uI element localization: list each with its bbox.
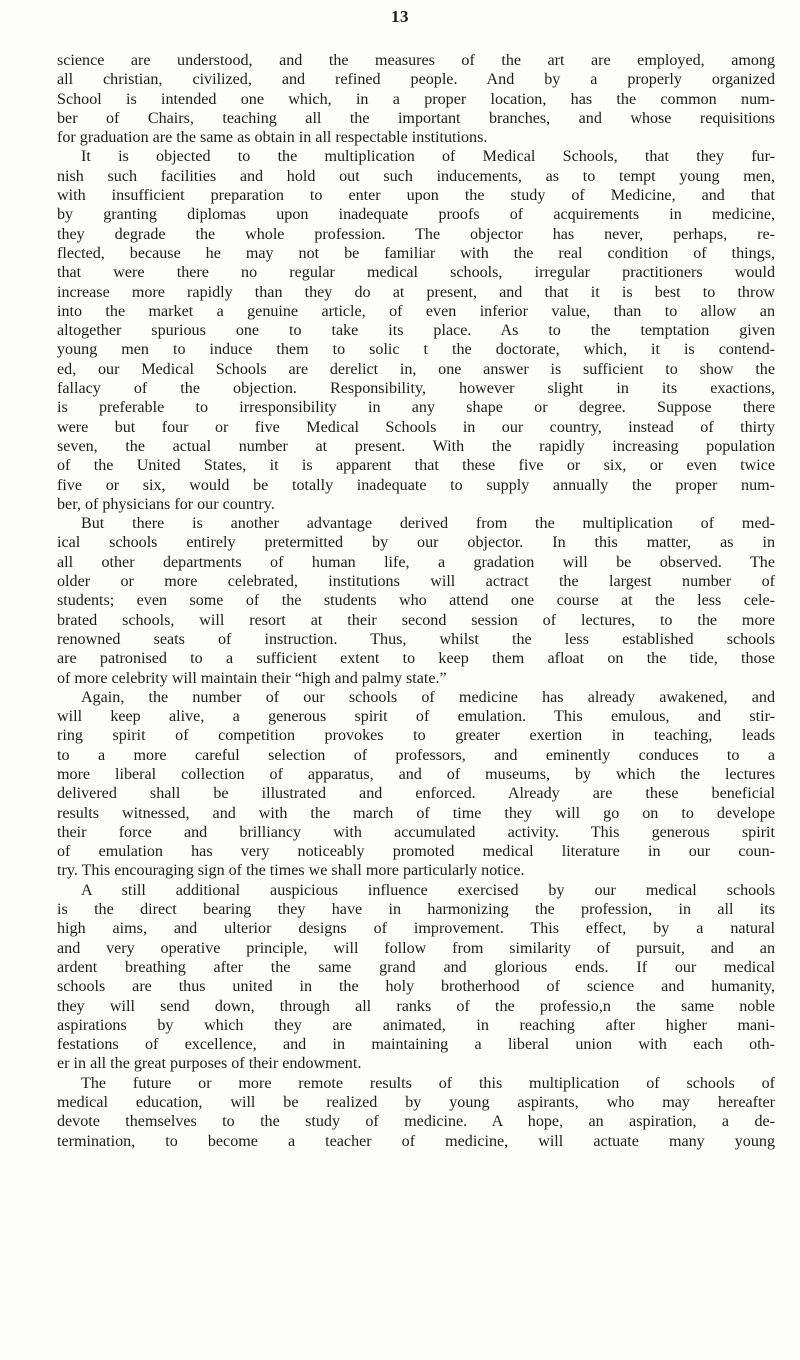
- text-line: with insufficient preparation to enter upon the study of Medicine, and that: [57, 187, 775, 205]
- text-line: ical schools entirely pretermitted by our objector. In this matter, as in: [57, 534, 775, 552]
- text-line: festations of excellence, and in maintaining a liberal union with each oth-: [57, 1036, 775, 1054]
- text-line: The future or more remote results of this multiplication of schools of: [81, 1074, 775, 1092]
- text-line: their force and brilliancy with accumulated activity. This generous spirit: [57, 823, 775, 841]
- text-line: all christian, civilized, and refined people. And by a properly organized: [57, 71, 775, 89]
- text-line: students; even some of the students who attend one course at the less cele-: [57, 592, 775, 610]
- text-line: they will send down, through all ranks of the professio,n the same noble: [57, 997, 775, 1015]
- text-line: of more celebrity will maintain their “high and palmy state.”: [57, 669, 447, 687]
- text-line: young men to induce them to solic t the doctorate, which, it is contend-: [57, 341, 775, 359]
- text-line: of the United States, it is apparent that these five or six, or even twice: [57, 457, 775, 475]
- text-line: all other departments of human life, a gradation will be observed. The: [57, 553, 775, 571]
- text-line: ber of Chairs, teaching all the important branches, and whose requisitions: [57, 109, 775, 127]
- text-line: nish such facilities and hold out such inducements, as to tempt young men,: [57, 167, 775, 185]
- text-line: Again, the number of our schools of medicine has already awakened, and: [81, 688, 775, 706]
- text-line: they degrade the whole profession. The objector has never, perhaps, re-: [57, 225, 775, 243]
- text-line: are patronised to a sufficient extent to keep them afloat on the tide, those: [57, 650, 775, 668]
- text-line: School is intended one which, in a proper location, has the common num-: [57, 90, 775, 108]
- text-line: brated schools, will resort at their second session of lectures, to the more: [57, 611, 775, 629]
- text-line: increase more rapidly than they do at present, and that it is best to throw: [57, 283, 775, 301]
- text-line: older or more celebrated, institutions will actract the largest number of: [57, 573, 775, 591]
- text-line: five or six, would be totally inadequate to supply annually the proper num-: [57, 476, 775, 494]
- text-line: were but four or five Medical Schools in our country, instead of thirty: [57, 418, 775, 436]
- text-line: ber, of physicians for our country.: [57, 495, 275, 513]
- text-line: aspirations by which they are animated, in reaching after higher mani-: [57, 1016, 775, 1034]
- text-line: into the market a genuine article, of even inferior value, than to allow an: [57, 302, 775, 320]
- text-line: renowned seats of instruction. Thus, whilst the less established schools: [57, 630, 775, 648]
- text-line: try. This encouraging sign of the times we shall more particularly notice.: [57, 862, 525, 880]
- text-line: schools are thus united in the holy brotherhood of science and humanity,: [57, 978, 775, 996]
- text-line: devote themselves to the study of medicine. A hope, an aspiration, a de-: [57, 1113, 775, 1131]
- text-line: and very operative principle, will follow from similarity of pursuit, and an: [57, 939, 775, 957]
- text-line: by granting diplomas upon inadequate proofs of acquirements in medicine,: [57, 206, 775, 224]
- text-line: will keep alive, a generous spirit of emulation. This emulous, and stir-: [57, 708, 775, 726]
- text-line: But there is another advantage derived from the multiplication of med-: [81, 515, 775, 533]
- text-line: delivered shall be illustrated and enforced. Already are these beneficial: [57, 785, 775, 803]
- text-line: seven, the actual number at present. With the rapidly increasing population: [57, 437, 775, 455]
- text-line: termination, to become a teacher of medicine, will actuate many young: [57, 1132, 775, 1150]
- text-line: science are understood, and the measures of the art are employed, among: [57, 52, 775, 69]
- text-line: results witnessed, and with the march of time they will go on to develope: [57, 804, 775, 822]
- text-line: ed, our Medical Schools are derelict in, one answer is sufficient to show the: [57, 360, 775, 378]
- body-text: [57, 51, 775, 1151]
- text-line: er in all the great purposes of their endowment.: [57, 1055, 362, 1073]
- text-line: ardent breathing after the same grand and glorious ends. If our medical: [57, 958, 775, 976]
- text-line: A still additional auspicious influence exercised by our medical schools: [81, 881, 775, 899]
- text-line: medical education, will be realized by young aspirants, who may hereafter: [57, 1094, 775, 1112]
- text-line: flected, because he may not be familiar with the real condition of things,: [57, 244, 775, 262]
- text-line: more liberal collection of apparatus, and of museums, by which the lectures: [57, 765, 775, 783]
- text-line: that were there no regular medical schools, irregular practitioners would: [57, 264, 775, 282]
- text-line: fallacy of the objection. Responsibility, however slight in its exactions,: [57, 380, 775, 398]
- text-line: of emulation has very noticeably promoted medical literature in our coun-: [57, 843, 775, 861]
- text-line: for graduation are the same as obtain in all respectable institutions.: [57, 129, 488, 147]
- page-number: 13: [391, 7, 409, 26]
- text-line: altogether spurious one to take its place. As to the temptation given: [57, 322, 775, 340]
- text-line: ring spirit of competition provokes to greater exertion in teaching, leads: [57, 727, 775, 745]
- text-line: high aims, and ulterior designs of improvement. This effect, by a natural: [57, 920, 775, 938]
- text-line: is preferable to irresponsibility in any shape or degree. Suppose there: [57, 399, 775, 417]
- text-line: It is objected to the multiplication of Medical Schools, that they fur-: [81, 148, 775, 166]
- text-line: is the direct bearing they have in harmonizing the profession, in all its: [57, 901, 775, 919]
- text-line: to a more careful selection of professors, and eminently conduces to a: [57, 746, 775, 764]
